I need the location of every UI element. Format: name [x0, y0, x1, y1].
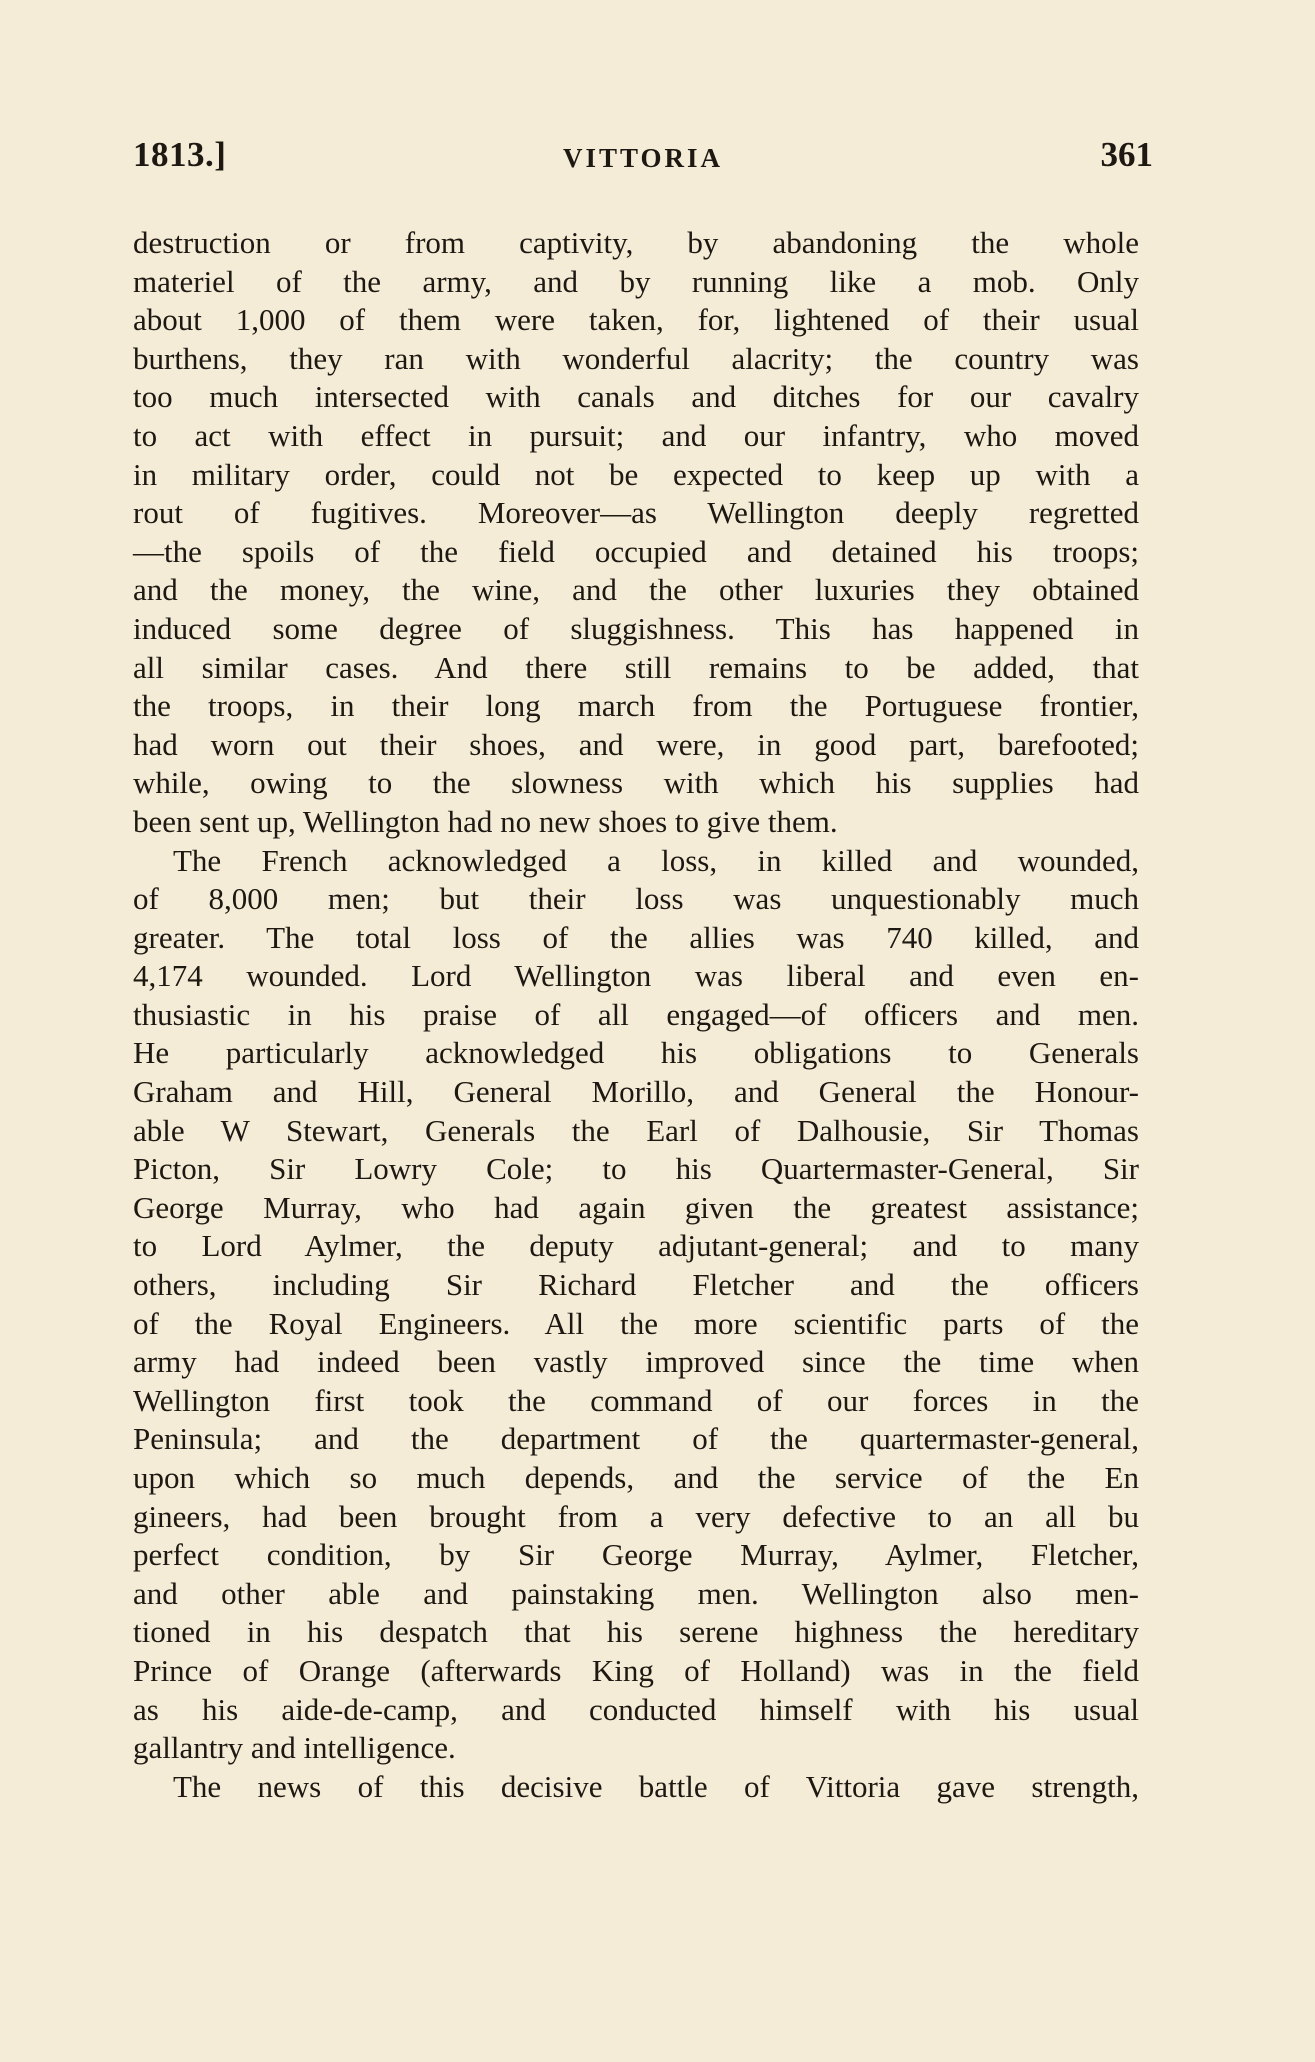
text-line: in military order, could not be expected to keep up with a	[133, 456, 1139, 492]
text-line: all similar cases. And there still remains to be added, that	[133, 649, 1139, 685]
page-number: 361	[1100, 135, 1153, 174]
text-line: Peninsula; and the department of the quartermaster-general,	[133, 1421, 1139, 1457]
text-line: 4,174 wounded. Lord Wellington was liberal and even en-	[133, 958, 1139, 994]
text-line: The French acknowledged a loss, in killed and wounded,	[173, 842, 1139, 878]
text-line: greater. The total loss of the allies was 740 killed, and	[133, 919, 1139, 955]
text-line: about 1,000 of them were taken, for, lightened of their usual	[133, 302, 1139, 338]
text-line: and other able and painstaking men. Wellington also men-	[133, 1575, 1139, 1611]
text-line: gallantry and intelligence.	[133, 1730, 456, 1766]
text-line: perfect condition, by Sir George Murray, Aylmer, Fletcher,	[133, 1537, 1139, 1573]
text-line: as his aide-de-camp, and conducted himself with his usual	[133, 1691, 1139, 1727]
text-line: rout of fugitives. Moreover—as Wellington deeply regretted	[133, 495, 1139, 531]
text-line: tioned in his despatch that his serene highness the hereditary	[133, 1614, 1139, 1650]
text-line: had worn out their shoes, and were, in good part, barefooted;	[133, 726, 1139, 762]
running-header	[133, 135, 1153, 185]
text-line: to Lord Aylmer, the deputy adjutant-general; and to many	[133, 1228, 1139, 1264]
text-line: George Murray, who had again given the greatest assistance;	[133, 1189, 1139, 1225]
text-line: while, owing to the slowness with which his supplies had	[133, 765, 1139, 801]
text-line: and the money, the wine, and the other luxuries they obtained	[133, 572, 1139, 608]
text-line: army had indeed been vastly improved since the time when	[133, 1344, 1139, 1380]
text-line: too much intersected with canals and ditches for our cavalry	[133, 379, 1139, 415]
text-line: to act with effect in pursuit; and our infantry, who moved	[133, 417, 1139, 453]
text-line: of the Royal Engineers. All the more scientific parts of the	[133, 1305, 1139, 1341]
text-line: —the spoils of the field occupied and detained his troops;	[133, 533, 1139, 569]
text-line: thusiastic in his praise of all engaged—of officers and men.	[133, 996, 1139, 1032]
body-text	[133, 224, 1139, 1806]
text-line: Graham and Hill, General Morillo, and General the Honour-	[133, 1074, 1139, 1110]
text-line: able W Stewart, Generals the Earl of Dalhousie, Sir Thomas	[133, 1112, 1139, 1148]
text-line: He particularly acknowledged his obligations to Generals	[133, 1035, 1139, 1071]
text-line: Prince of Orange (afterwards King of Holland) was in the field	[133, 1652, 1139, 1688]
header-year: 1813.]	[133, 135, 227, 174]
text-line: others, including Sir Richard Fletcher and the officers	[133, 1267, 1139, 1303]
text-line: The news of this decisive battle of Vittoria gave strength,	[173, 1768, 1139, 1804]
text-line: upon which so much depends, and the service of the En	[133, 1460, 1139, 1495]
text-line: gineers, had been brought from a very defective to an all bu	[133, 1498, 1139, 1534]
text-line: Picton, Sir Lowry Cole; to his Quartermaster-General, Sir	[133, 1151, 1139, 1187]
text-line: been sent up, Wellington had no new shoes to give them.	[133, 803, 838, 839]
text-line: destruction or from captivity, by abandoning the whole	[133, 225, 1139, 260]
text-line: induced some degree of sluggishness. This has happened in	[133, 610, 1139, 646]
header-title: VITTORIA	[562, 143, 724, 173]
text-line: materiel of the army, and by running like a mob. Only	[133, 263, 1139, 299]
text-line: burthens, they ran with wonderful alacrity; the country was	[133, 340, 1139, 376]
text-line: the troops, in their long march from the Portuguese frontier,	[133, 688, 1139, 724]
text-line: Wellington first took the command of our forces in the	[133, 1382, 1139, 1418]
text-line: of 8,000 men; but their loss was unquestionably much	[133, 881, 1139, 917]
